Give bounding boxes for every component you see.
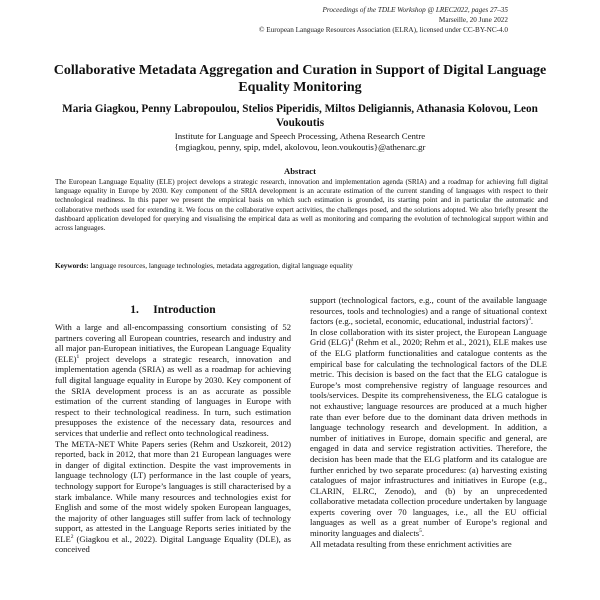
- footnote-marker: 4: [350, 337, 354, 344]
- paragraph: support (technological factors, e.g., count of the available language resources, tools and technologies) and a range of situational context factors (e.g., societal, economic, educational, industrial factors)$^3$.: [310, 295, 547, 327]
- section-heading: [55, 304, 291, 316]
- abstract-text: The European Language Equality (ELE) project develops a strategic research, innovation and implementation agenda (SRIA) and a roadmap for achieving full digital language equality in Europe by 2030. Key component of the SRIA development is an accurate estimation of the current standing of languages with respect to their technological readiness. In this paper we present the empirical basis on which such estimation is grounded, its starting point and in particular the automatic and collaborative methods used for extending it. We focus on the collaborative expert activities, the challenges posed, and the solutions adopted. We also briefly present the dashboard application developed for querying and visualising the empirical data as well as monitoring and comparing the evolution of technological support within and across languages.: [55, 178, 548, 233]
- paper-title: Collaborative Metadata Aggregation and Curation in Support of Digital Language Equality Monitoring: [53, 63, 547, 95]
- keywords-line: [55, 262, 548, 271]
- author-emails: {mgiagkou, penny, spip, mdel, akolovou, leon.voukoutis}@athenarc.gr: [174, 142, 426, 152]
- paragraph: The META-NET White Papers series (Rehm and Uszkoreit, 2012) reported, back in 2012, that more than 21 European languages were in danger of digital extinction. Despite the vast improvements in language technology (LT) performance in the last couple of years, technology support for Europe’s languages is still characterised by a stark imbalance. While many resources and technologies exist for English and some of the most widely spoken European languages, the majority of other languages still suffer from lack of technology support, as attested in the Language Reports series initiated by the ELE$^2$ (Giagkou et al., 2022). Digital Language Equality (DLE), as conceived: [55, 438, 291, 555]
- license-line: © European Language Resources Association (ELRA), licensed under CC-BY-NC-4.0: [259, 26, 508, 34]
- keywords-label: Keywords:: [55, 262, 89, 270]
- proceedings-header: [259, 5, 508, 35]
- venue-date-line: Marseille, 20 June 2022: [438, 16, 508, 24]
- footnote-marker: 3: [528, 316, 531, 323]
- footnote-marker: 2: [70, 534, 74, 541]
- affiliation-block: [40, 131, 560, 153]
- keywords-text: language resources, language technologies, metadata aggregation, digital language equality: [90, 262, 353, 270]
- section-title: Introduction: [153, 304, 216, 316]
- proceedings-line: Proceedings of the TDLE Workshop @ LREC2022, pages 27–35: [322, 6, 508, 14]
- abstract-heading: Abstract: [284, 166, 316, 176]
- section-number: 1.: [130, 304, 139, 316]
- footnote-marker: 5: [419, 528, 422, 535]
- right-column: [310, 295, 547, 549]
- paragraph: All metadata resulting from these enrichment activities are: [310, 538, 512, 549]
- footnote-marker: 1: [76, 353, 80, 360]
- institute-name: Institute for Language and Speech Processing, Athena Research Centre: [174, 131, 426, 141]
- paragraph: In close collaboration with its sister project, the European Language Grid (ELG)$^4$ (Rehm et al., 2020; Rehm et al., 2021), ELE makes use of the ELG platform functionalities and catalogue contents as the empirical base for calculating the technological factors of the DLE metric. This decision is based on the fact that the ELG catalogue is Europe’s most comprehensive registry of language resources and tools/services. Despite its comprehensiveness, the ELG catalogue is not exhaustive; language resources are produced at a much higher rate than ever before due to the dominant data driven methods in language technology research and development. In addition, a number of initiatives in Europe, domain specific and general, are engaged in data and service registration activities. Therefore, the decision has been made that the ELG platform and its catalogue are further enriched by two separate procedures: (a) harvesting existing catalogues of major infrastructures and initiatives in Europe (e.g., CLARIN, ELRC, Zenodo), and (b) by an unprecedented collaborative metadata collection procedure undertaken by language experts covering over 70 languages, i.e., all the EU official languages as well as a great number of Europe’s regional and minority languages and dialects$^5$.: [310, 326, 547, 539]
- left-column: [55, 322, 291, 555]
- paragraph: With a large and all-encompassing consortium consisting of 52 partners covering all European countries, research and industry and all major pan-European initiatives, the European Language Equality (ELE)$^1$ project develops a strategic research, innovation and implementation agenda (SRIA) as well as a roadmap for achieving full digital language equality in Europe by 2030. Key component of the SRIA development process is an as accurate as possible estimation of the current standing of languages in Europe with respect to their technological readiness. In turn, such estimation presupposes the existence of the necessary data, resources and services that underlie and reflect onto technological readiness.: [55, 322, 291, 438]
- author-list: Maria Giagkou, Penny Labropoulou, Stelios Piperidis, Miltos Deligiannis, Athanasia Kolovou, Leon Voukoutis: [62, 103, 538, 129]
